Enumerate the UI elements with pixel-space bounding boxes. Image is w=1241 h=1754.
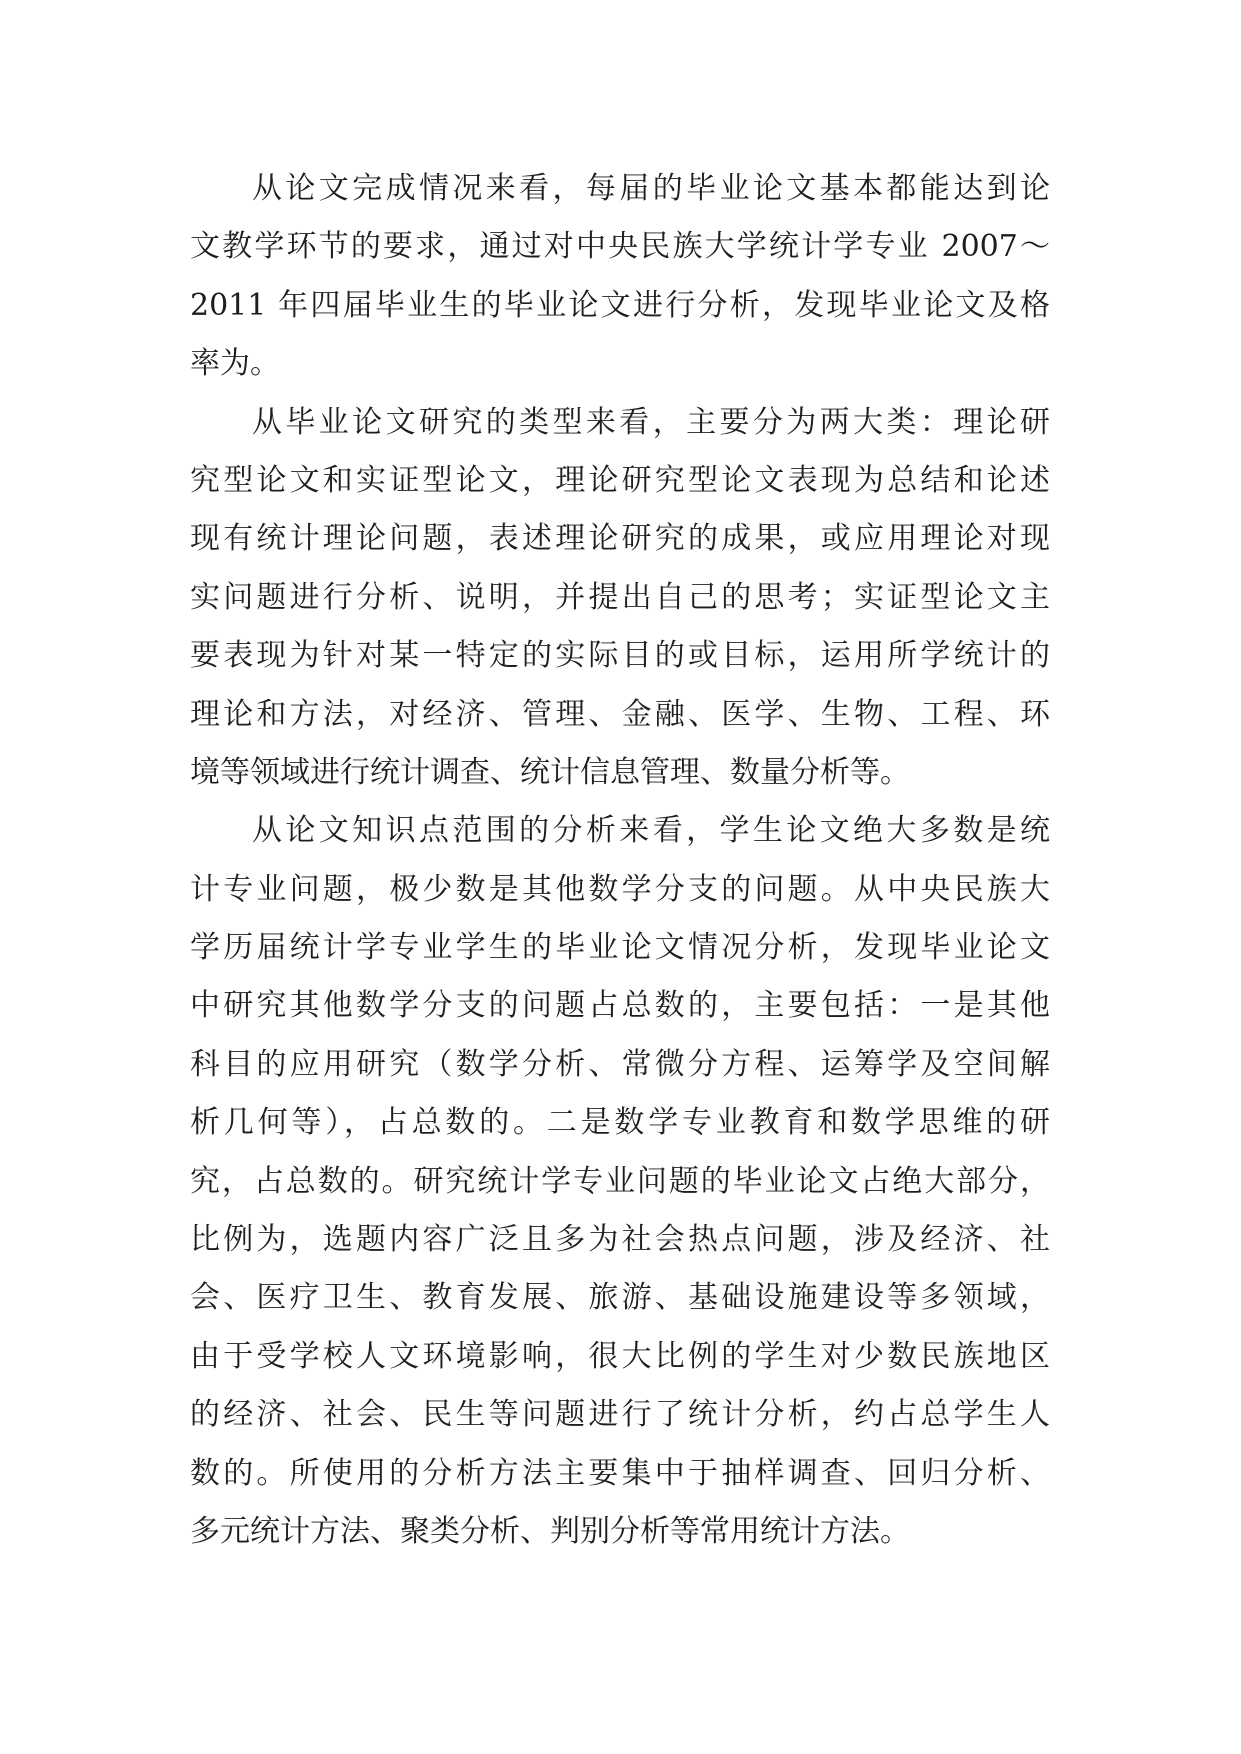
text-line: 究，占总数的。研究统计学专业问题的毕业论文占绝大部分， [190,1163,1050,1199]
text-line: 从论文知识点范围的分析来看，学生论文绝大多数是统 [252,813,1050,849]
text-line: 理论和方法，对经济、管理、金融、医学、生物、工程、环 [190,696,1050,732]
text-line: 科目的应用研究（数学分析、常微分方程、运筹学及空间解 [190,1046,1050,1082]
text-line: 率为。 [190,346,280,382]
text-line: 要表现为针对某一特定的实际目的或目标，运用所学统计的 [190,638,1050,674]
text-line: 学历届统计学专业学生的毕业论文情况分析，发现毕业论文 [190,930,1050,966]
text-line: 计专业问题，极少数是其他数学分支的问题。从中央民族大 [190,871,1050,907]
text-line: 从毕业论文研究的类型来看，主要分为两大类：理论研 [252,404,1050,440]
body-text [190,160,1050,1561]
text-line: 会、医疗卫生、教育发展、旅游、基础设施建设等多领域， [190,1280,1050,1316]
text-line: 由于受学校人文环境影响，很大比例的学生对少数民族地区 [190,1338,1050,1374]
text-line: 境等领域进行统计调查、统计信息管理、数量分析等。 [190,754,910,790]
text-line: 比例为，选题内容广泛且多为社会热点问题，涉及经济、社 [190,1222,1050,1258]
text-line: 现有统计理论问题，表述理论研究的成果，或应用理论对现 [190,521,1050,557]
text-line: 从论文完成情况来看，每届的毕业论文基本都能达到论 [252,171,1050,206]
text-line: 实问题进行分析、说明，并提出自己的思考；实证型论文主 [190,579,1050,615]
text-line: 的经济、社会、民生等问题进行了统计分析，约占总学生人 [190,1397,1050,1433]
paragraph-knowledge-scope [190,802,1050,1561]
text-line: 究型论文和实证型论文，理论研究型论文表现为总结和论述 [190,462,1050,498]
text-line: 数的。所使用的分析方法主要集中于抽样调查、回归分析、 [190,1455,1050,1491]
text-line: 多元统计方法、聚类分析、判别分析等常用统计方法。 [190,1513,910,1549]
text-line: 2011 年四届毕业生的毕业论文进行分析，发现毕业论文及格 [190,287,1050,323]
paragraph-thesis-completion [190,160,1050,394]
text-line: 文教学环节的要求，通过对中央民族大学统计学专业 2007～ [190,229,1050,265]
paragraph-thesis-types [190,394,1050,803]
text-line: 析几何等），占总数的。二是数学专业教育和数学思维的研 [190,1105,1050,1141]
text-line: 中研究其他数学分支的问题占总数的，主要包括：一是其他 [190,988,1050,1024]
